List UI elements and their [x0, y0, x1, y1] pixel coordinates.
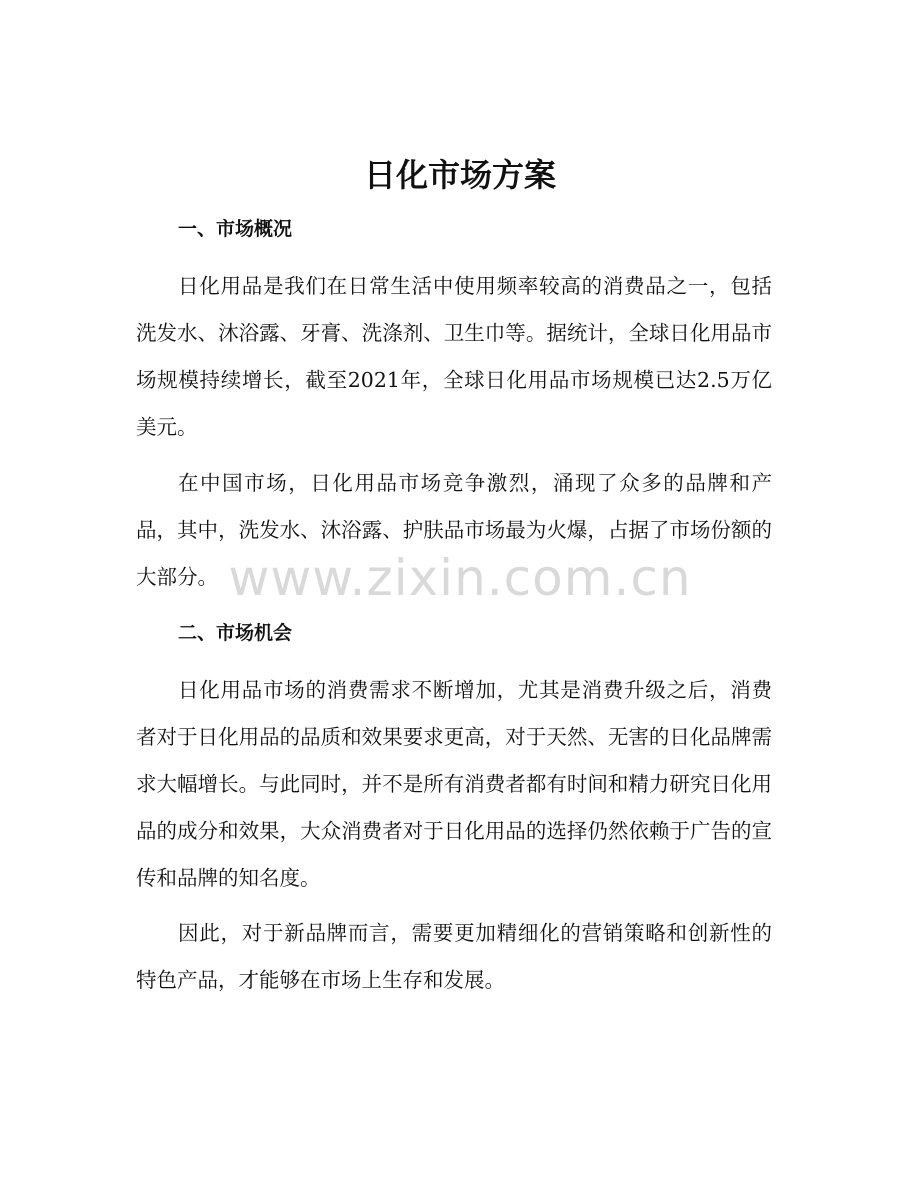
section-heading-market-opportunity: 二、市场机会 [178, 622, 293, 644]
section-heading-market-overview: 一、市场概况 [178, 218, 293, 240]
paragraph-market-opportunity-2: 因此，对于新品牌而言，需要更加精细化的营销策略和创新性的特色产品，才能够在市场上生存和发展。 [136, 921, 772, 992]
document-title: 日化市场方案 [363, 156, 556, 194]
paragraph-market-overview-2: 在中国市场，日化用品市场竞争激烈，涌现了众多的品牌和产品，其中，洗发水、沐浴露、护肤品市场最为火爆，占据了市场份额的大部分。 [136, 471, 772, 589]
paragraph-market-opportunity-1: 日化用品市场的消费需求不断增加，尤其是消费升级之后，消费者对于日化用品的品质和效果要求更高，对于天然、无害的日化品牌需求大幅增长。与此同时，并不是所有消费者都有时间和精力研究日化用品的成分和效果，大众消费者对于日化用品的选择仍然依赖于广告的宣传和品牌的知名度。 [136, 678, 772, 890]
watermark: www.zixin.com.cn [228, 549, 692, 607]
paragraph-market-overview-1: 日化用品是我们在日常生活中使用频率较高的消费品之一，包括洗发水、沐浴露、牙膏、洗涤剂、卫生巾等。据统计，全球日化用品市场规模持续增长，截至2021年，全球日化用品市场规模已达2.5万亿美元。 [136, 274, 772, 439]
